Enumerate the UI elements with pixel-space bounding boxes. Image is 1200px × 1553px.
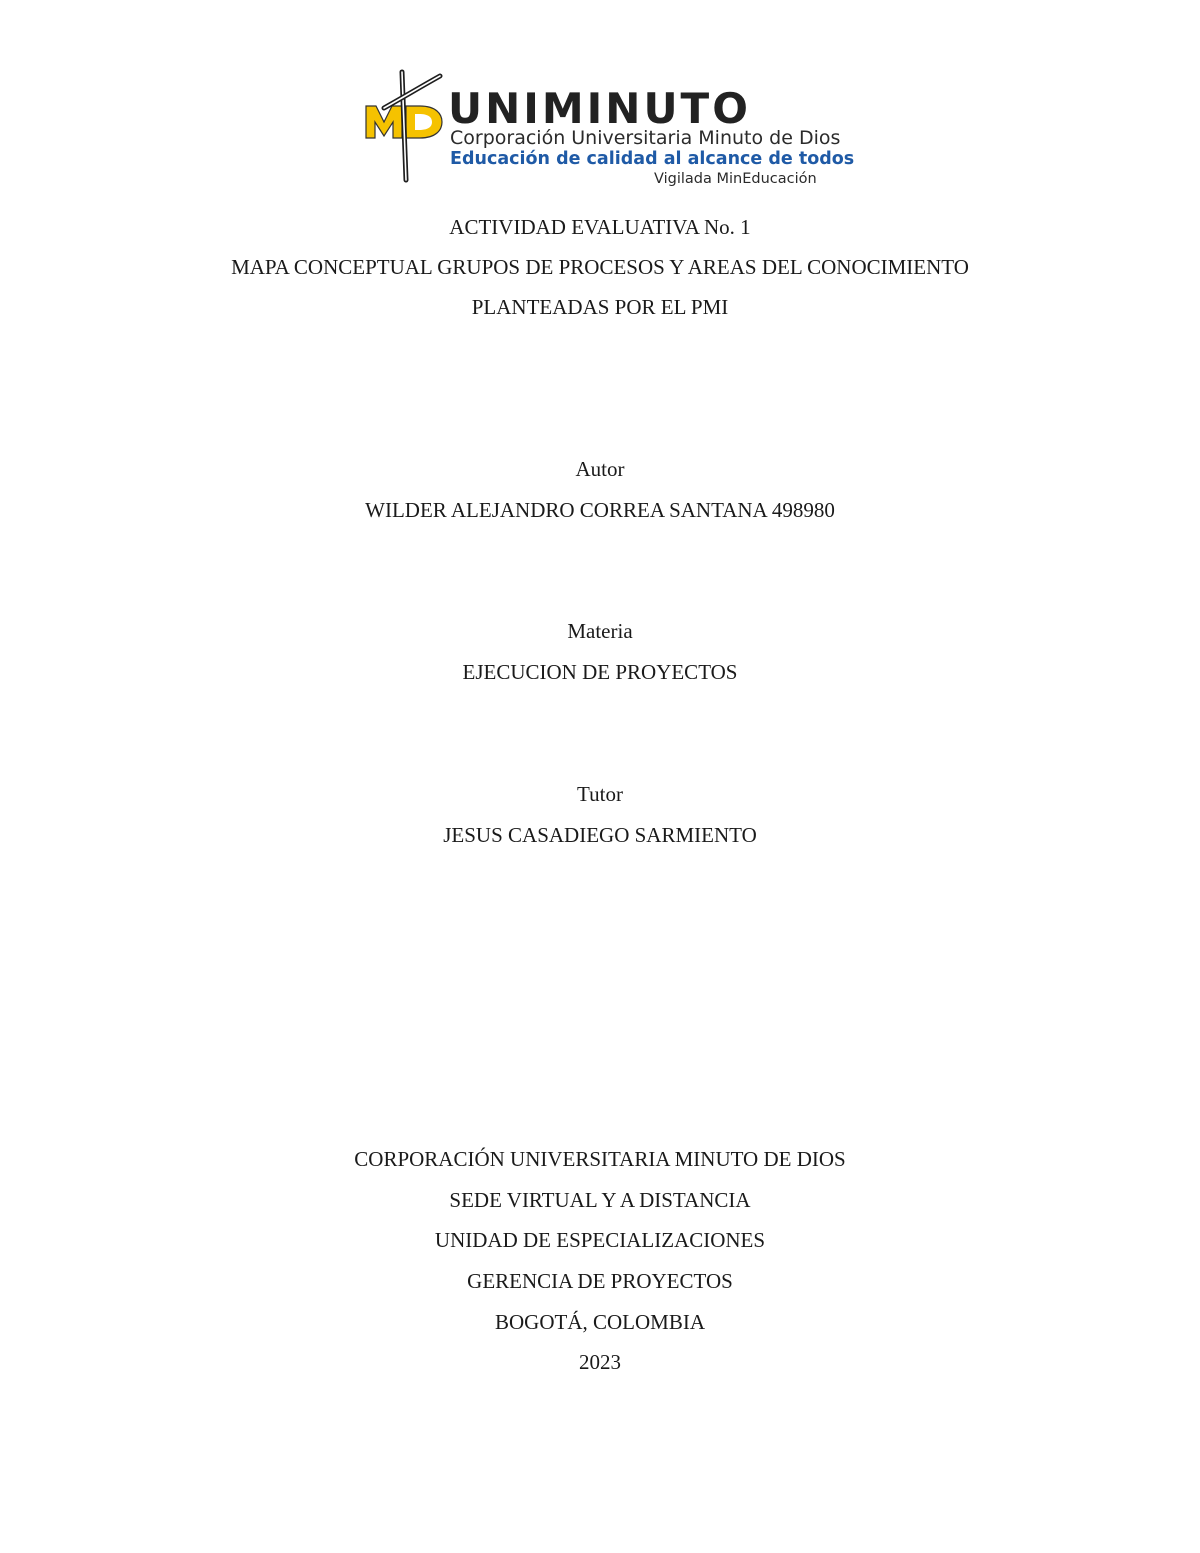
md-cross-logo-icon [362, 68, 448, 190]
logo-brand-name: UNIMINUTO [448, 84, 751, 133]
uniminuto-logo [362, 68, 855, 190]
institution-city: BOGOTÁ, COLOMBIA [495, 1310, 705, 1334]
tutor-name: JESUS CASADIEGO SARMIENTO [443, 823, 757, 847]
institution-unit: UNIDAD DE ESPECIALIZACIONES [434, 1228, 766, 1252]
activity-title: ACTIVIDAD EVALUATIVA No. 1 [449, 215, 751, 239]
tutor-label: Tutor [577, 782, 623, 806]
document-title-line-1: MAPA CONCEPTUAL GRUPOS DE PROCESOS Y AREAS DEL CONOCIMIENTO [231, 255, 969, 279]
logo-corporation-name: Corporación Universitaria Minuto de Dios [450, 127, 841, 149]
document-title-line-2: PLANTEADAS POR EL PMI [471, 295, 729, 319]
institution-name: CORPORACIÓN UNIVERSITARIA MINUTO DE DIOS [354, 1147, 846, 1171]
author-label: Autor [575, 457, 625, 481]
logo-vigilada-text: Vigilada MinEducación [654, 171, 817, 187]
subject-label: Materia [567, 619, 633, 643]
institution-program: GERENCIA DE PROYECTOS [467, 1269, 733, 1293]
logo-slogan: Educación de calidad al alcance de todos [450, 149, 855, 169]
subject-name: EJECUCION DE PROYECTOS [462, 660, 738, 684]
document-year: 2023 [579, 1350, 621, 1374]
author-name: WILDER ALEJANDRO CORREA SANTANA 498980 [365, 498, 835, 522]
institution-campus: SEDE VIRTUAL Y A DISTANCIA [449, 1188, 751, 1212]
